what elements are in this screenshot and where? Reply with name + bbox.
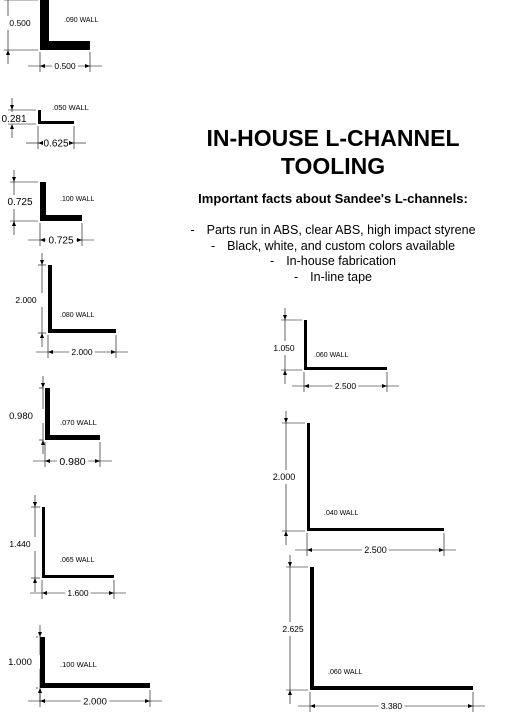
l-channel-profile bbox=[9, 376, 112, 468]
height-dimension-label: 2.000 bbox=[272, 472, 296, 482]
dimension-arrow bbox=[42, 591, 47, 595]
dimension-arrow bbox=[283, 315, 287, 320]
wall-thickness-label: .070 WALL bbox=[60, 418, 97, 427]
wall-thickness-label: .100 WALL bbox=[60, 660, 97, 669]
wall-thickness-label: .040 WALL bbox=[324, 510, 359, 517]
title-line-1: IN-HOUSE L-CHANNEL bbox=[206, 125, 460, 151]
fact-item: - In-house fabrication bbox=[270, 254, 396, 269]
fact-item: - Parts run in ABS, clear ABS, high impact styrene bbox=[190, 223, 476, 237]
width-dimension-label: 1.600 bbox=[67, 588, 89, 599]
height-dimension-label: 1.000 bbox=[8, 657, 32, 668]
l-channel-profile bbox=[282, 555, 485, 712]
width-dimension-label: 0.980 bbox=[59, 455, 86, 468]
height-dimension-label: 0.980 bbox=[9, 411, 33, 422]
l-channel-profile bbox=[273, 308, 399, 392]
dimension-arrow bbox=[288, 690, 292, 695]
width-dimension-label: 0.625 bbox=[43, 138, 69, 150]
l-channel-shape bbox=[45, 388, 100, 440]
fact-text: In-line tape bbox=[310, 269, 373, 284]
l-channel-shape bbox=[42, 507, 114, 578]
dimension-arrow bbox=[284, 418, 288, 423]
height-dimension-label: 2.000 bbox=[15, 295, 37, 305]
l-channel-shape bbox=[40, 0, 90, 50]
dimension-arrow bbox=[288, 562, 292, 567]
dimension-arrow bbox=[283, 370, 287, 375]
dimension-arrow bbox=[310, 704, 315, 708]
dimension-arrow bbox=[41, 383, 45, 388]
dimension-arrow bbox=[40, 64, 45, 68]
width-dimension-label: 2.000 bbox=[83, 696, 107, 708]
wall-thickness-label: .100 WALL bbox=[60, 196, 95, 203]
height-dimension-label: 1.050 bbox=[273, 343, 295, 353]
l-channel-shape bbox=[38, 110, 74, 124]
fact-text: Black, white, and custom colors available bbox=[227, 238, 456, 253]
width-dimension-label: 2.500 bbox=[334, 381, 357, 392]
l-channel-profile bbox=[9, 495, 126, 599]
height-dimension-label: 0.281 bbox=[1, 114, 27, 125]
dimension-arrow bbox=[40, 238, 45, 242]
width-dimension-label: 3.380 bbox=[380, 701, 403, 712]
dimension-arrow bbox=[439, 548, 444, 552]
l-channel-shape bbox=[304, 320, 387, 370]
dimension-arrow bbox=[12, 221, 16, 226]
dimension-arrow bbox=[6, 50, 10, 55]
dimension-arrow bbox=[382, 384, 387, 388]
fact-item: - Black, white, and custom colors available bbox=[210, 238, 456, 253]
dimension-arrow bbox=[40, 260, 44, 265]
dimension-arrow bbox=[33, 578, 37, 583]
dimension-arrow bbox=[109, 591, 114, 595]
wall-thickness-label: .050 WALL bbox=[52, 103, 89, 112]
dimension-arrow bbox=[304, 384, 309, 388]
dimension-arrow bbox=[40, 333, 44, 338]
wall-thickness-label: .060 WALL bbox=[314, 352, 349, 359]
dimension-arrow bbox=[45, 459, 50, 463]
dimension-arrow bbox=[145, 699, 150, 703]
facts-heading: Important facts about Sandee's L-channels: bbox=[198, 191, 468, 206]
fact-text: In-house fabrication bbox=[286, 254, 396, 269]
dimension-arrow bbox=[307, 548, 312, 552]
dimension-arrow bbox=[69, 141, 74, 145]
height-dimension-label: 2.625 bbox=[282, 624, 304, 634]
dimension-arrow bbox=[38, 141, 43, 145]
dimension-arrow bbox=[10, 105, 14, 110]
l-channel-profile bbox=[273, 411, 456, 556]
wall-thickness-label: .080 WALL bbox=[60, 312, 95, 319]
wall-thickness-label: .065 WALL bbox=[60, 557, 95, 564]
l-channel-profile bbox=[7, 170, 94, 247]
dimension-arrow bbox=[12, 177, 16, 182]
l-channel-profile bbox=[4, 0, 102, 72]
height-dimension-label: 0.725 bbox=[7, 197, 33, 208]
dimension-arrow bbox=[33, 502, 37, 507]
width-dimension-label: 2.500 bbox=[364, 545, 387, 556]
dimension-arrow bbox=[85, 64, 90, 68]
height-dimension-label: 0.500 bbox=[9, 18, 31, 28]
dimension-arrow bbox=[468, 704, 473, 708]
dimension-arrow bbox=[77, 238, 82, 242]
fact-item: - In-line tape bbox=[293, 269, 373, 284]
dimension-arrow bbox=[111, 350, 116, 354]
wall-thickness-label: .090 WALL bbox=[64, 17, 99, 24]
width-dimension-label: 0.500 bbox=[54, 61, 76, 72]
dimension-arrow bbox=[95, 459, 100, 463]
dimension-arrow bbox=[41, 440, 45, 445]
title-line-2: TOOLING bbox=[280, 153, 386, 179]
wall-thickness-label: .060 WALL bbox=[328, 669, 363, 676]
dimension-arrow bbox=[40, 699, 45, 703]
l-channel-shape bbox=[48, 265, 116, 333]
l-channel-profile bbox=[15, 253, 128, 358]
l-channel-profile bbox=[8, 625, 162, 707]
fact-text: Parts run in ABS, clear ABS, high impact styrene bbox=[206, 223, 476, 237]
dimension-arrow bbox=[284, 531, 288, 536]
dimension-arrow bbox=[48, 350, 53, 354]
width-dimension-label: 2.000 bbox=[71, 347, 93, 358]
l-channel-profile bbox=[1, 98, 88, 150]
width-dimension-label: 0.725 bbox=[48, 235, 74, 247]
dimension-arrow bbox=[38, 632, 42, 637]
height-dimension-label: 1.440 bbox=[9, 539, 31, 549]
